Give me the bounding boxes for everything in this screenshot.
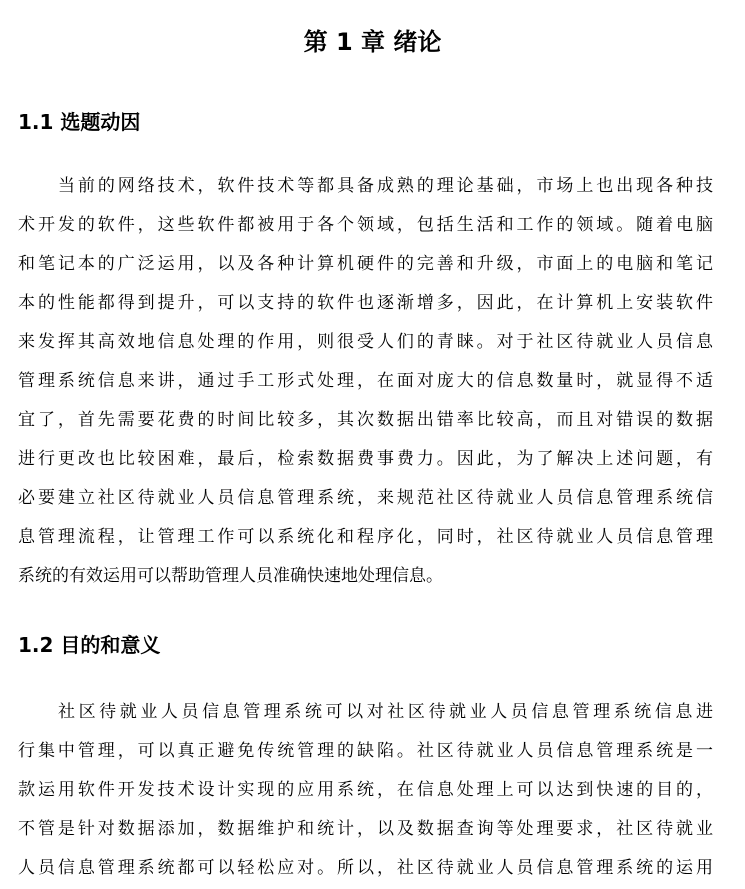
- paragraph-line: 当前的网络技术，软件技术等都具备成熟的理论基础，市场上也出现各种技: [58, 176, 713, 196]
- paragraph-line: 息管理流程，让管理工作可以系统化和程序化，同时，社区待就业人员信息管理: [18, 527, 713, 547]
- paragraph-line: 和笔记本的广泛运用，以及各种计算机硬件的完善和升级，市面上的电脑和笔记: [18, 254, 713, 274]
- paragraph-line: 本的性能都得到提升，可以支持的软件也逐渐增多，因此，在计算机上安装软件: [18, 293, 713, 313]
- paragraph-line: 必要建立社区待就业人员信息管理系统，来规范社区待就业人员信息管理系统信: [18, 488, 713, 508]
- section-1-1-paragraph: [18, 167, 713, 596]
- section-1-2-paragraph: [18, 693, 713, 888]
- paragraph-line: 社区待就业人员信息管理系统可以对社区待就业人员信息管理系统信息进: [58, 702, 713, 722]
- paragraph-line: 宜了，首先需要花费的时间比较多，其次数据出错率比较高，而且对错误的数据: [18, 410, 713, 430]
- paragraph-line: 来发挥其高效地信息处理的作用，则很受人们的青睐。对于社区待就业人员信息: [18, 332, 713, 352]
- section-heading-1-1: 1.1 选题动因: [18, 110, 141, 134]
- paragraph-line: 人员信息管理系统都可以轻松应对。所以，社区待就业人员信息管理系统的运用: [18, 858, 713, 878]
- paragraph-line: 系统的有效运用可以帮助管理人员准确快速地处理信息。: [18, 566, 443, 586]
- paragraph-line: 进行更改也比较困难，最后，检索数据费事费力。因此，为了解决上述问题，有: [18, 449, 713, 469]
- paragraph-line: 行集中管理，可以真正避免传统管理的缺陷。社区待就业人员信息管理系统是一: [18, 741, 713, 761]
- paragraph-line: 管理系统信息来讲，通过手工形式处理，在面对庞大的信息数量时，就显得不适: [18, 371, 713, 391]
- paragraph-line: 不管是针对数据添加，数据维护和统计，以及数据查询等处理要求，社区待就业: [18, 819, 713, 839]
- paragraph-line: 术开发的软件，这些软件都被用于各个领域，包括生活和工作的领域。随着电脑: [18, 215, 713, 235]
- section-heading-1-2: 1.2 目的和意义: [18, 633, 161, 657]
- chapter-title: 第 1 章 绪论: [303, 28, 442, 56]
- paragraph-line: 款运用软件开发技术设计实现的应用系统，在信息处理上可以达到快速的目的，: [18, 780, 713, 800]
